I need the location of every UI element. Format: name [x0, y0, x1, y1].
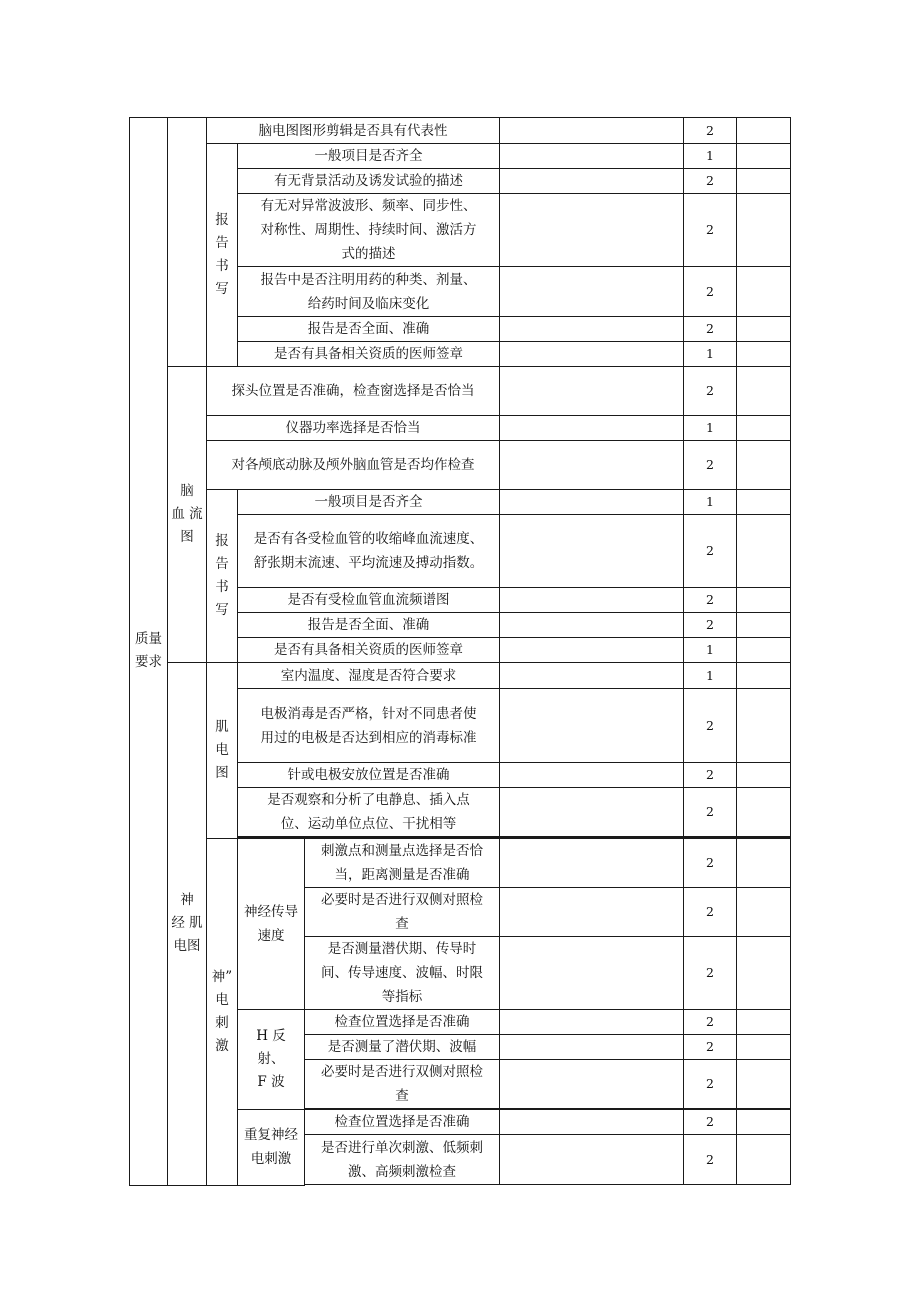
list-item: 检查位置选择是否准确 [305, 1110, 500, 1135]
blank-cell [500, 1010, 684, 1035]
blank-cell [500, 763, 684, 788]
blank-cell [737, 1010, 791, 1035]
blank-cell [737, 763, 791, 788]
list-item: 必要时是否进行双侧对照检 查 [305, 888, 500, 937]
score-cell: 2 [684, 1035, 737, 1060]
list-item: 仪器功率选择是否恰当 [207, 416, 500, 441]
table-row [130, 490, 791, 515]
blank-cell [500, 1060, 684, 1109]
table-row [130, 118, 791, 144]
blank-cell [737, 169, 791, 194]
list-item: 是否有具备相关资质的医师签章 [238, 638, 500, 663]
score-cell: 2 [684, 788, 737, 837]
blank-cell [737, 888, 791, 937]
emg-needle-label: 肌 电 图 [207, 663, 238, 839]
blank-cell [500, 788, 684, 837]
table-row [130, 839, 791, 888]
blank-cell [737, 839, 791, 888]
list-item: 是否测量潜伏期、传导时 间、传导速度、波幅、时限 等指标 [305, 937, 500, 1010]
list-item: 是否有受检血管血流频谱图 [238, 588, 500, 613]
score-cell: 1 [684, 490, 737, 515]
list-item: 针或电极安放位置是否准确 [238, 763, 500, 788]
blank-cell [500, 1135, 684, 1185]
score-cell: 2 [684, 839, 737, 888]
blank-cell [500, 342, 684, 367]
list-item: 是否有各受检血管的收缩峰血流速度、 舒张期末流速、平均流速及搏动指数。 [238, 515, 500, 588]
eeg-editing-item: 脑电图图形剪辑是否具有代表性 [207, 118, 500, 144]
list-item: 报告是否全面、准确 [238, 613, 500, 638]
score-cell: 1 [684, 663, 737, 689]
blank-cell [500, 613, 684, 638]
list-item: 有无对异常波波形、频率、同步性、 对称性、周期性、持续时间、激活方 式的描述 [238, 194, 500, 267]
score-cell: 1 [684, 416, 737, 441]
eeg-section-cell [168, 118, 207, 367]
table-row [130, 416, 791, 441]
blank-cell [500, 1185, 684, 1186]
score-cell: 2 [684, 937, 737, 1010]
list-item: 是否有具备相关资质的医师签章 [238, 342, 500, 367]
score-cell: 2 [684, 267, 737, 317]
score-cell: 2 [684, 118, 737, 144]
blank-cell [500, 144, 684, 169]
eeg-report-label: 报 告 书 写 [207, 144, 238, 367]
list-item: 对各颅底动脉及颅外脑血管是否均作检查 [207, 441, 500, 490]
blank-cell [500, 1035, 684, 1060]
score-cell: 1 [684, 144, 737, 169]
score-cell: 1 [684, 342, 737, 367]
tcd-report-label: 报 告 书 写 [207, 490, 238, 663]
blank-cell [737, 1035, 791, 1060]
score-cell: 2 [684, 613, 737, 638]
blank-cell [500, 194, 684, 267]
blank-cell [500, 1110, 684, 1135]
list-item: 室内温度、湿度是否符合要求 [238, 663, 500, 689]
blank-cell [500, 118, 684, 144]
blank-cell [737, 613, 791, 638]
ncv-label: 神经传导 速度 [238, 839, 305, 1010]
spacer-cell [305, 1185, 500, 1186]
blank-cell [500, 367, 684, 416]
score-cell: 2 [684, 317, 737, 342]
category-cell: 质量 要求 [130, 118, 168, 1186]
table-row [130, 367, 791, 416]
blank-cell [737, 663, 791, 689]
blank-cell [500, 515, 684, 588]
quality-requirements-table [129, 117, 791, 1186]
blank-cell [737, 267, 791, 317]
blank-cell [737, 1185, 791, 1186]
table-row [130, 144, 791, 169]
score-cell: 1 [684, 638, 737, 663]
list-item: 报告是否全面、准确 [238, 317, 500, 342]
list-item: 刺激点和测量点选择是否恰 当，距离测量是否准确 [305, 839, 500, 888]
blank-cell [500, 267, 684, 317]
blank-cell [737, 515, 791, 588]
list-item: 一般项目是否齐全 [238, 490, 500, 515]
blank-cell [737, 638, 791, 663]
emg-stim-label: 神” 电 刺 激 [207, 839, 238, 1186]
list-item: 是否进行单次刺激、低频刺 激、高频刺激检查 [305, 1135, 500, 1185]
blank-cell [737, 194, 791, 267]
score-cell: 2 [684, 1135, 737, 1185]
blank-cell [737, 588, 791, 613]
score-cell: 2 [684, 1110, 737, 1135]
blank-cell [737, 317, 791, 342]
score-cell: 2 [684, 763, 737, 788]
blank-cell [500, 490, 684, 515]
blank-cell [737, 490, 791, 515]
blank-cell [500, 638, 684, 663]
hreflex-label: H 反 射、 F 波 [238, 1010, 305, 1110]
score-cell: 2 [684, 888, 737, 937]
blank-cell [500, 888, 684, 937]
list-item: 检查位置选择是否准确 [305, 1010, 500, 1035]
blank-cell [737, 416, 791, 441]
list-item: 电极消毒是否严格，针对不同患者使 用过的电极是否达到相应的消毒标准 [238, 689, 500, 763]
blank-cell [737, 1135, 791, 1185]
score-cell: 2 [684, 689, 737, 763]
blank-cell [684, 1185, 737, 1186]
blank-cell [737, 937, 791, 1010]
blank-cell [737, 1110, 791, 1135]
blank-cell [500, 689, 684, 763]
tcd-section-label: 脑 血 流 图 [168, 367, 207, 663]
score-cell: 2 [684, 1010, 737, 1035]
score-cell: 2 [684, 588, 737, 613]
blank-cell [737, 118, 791, 144]
blank-cell [500, 839, 684, 888]
list-item: 有无背景活动及诱发试验的描述 [238, 169, 500, 194]
list-item: 一般项目是否齐全 [238, 144, 500, 169]
blank-cell [500, 441, 684, 490]
blank-cell [500, 169, 684, 194]
blank-cell [500, 663, 684, 689]
blank-cell [737, 689, 791, 763]
score-cell: 2 [684, 169, 737, 194]
blank-cell [500, 416, 684, 441]
list-item: 是否测量了潜伏期、波幅 [305, 1035, 500, 1060]
score-cell: 2 [684, 515, 737, 588]
blank-cell [737, 1060, 791, 1109]
table-row [130, 441, 791, 490]
list-item: 必要时是否进行双侧对照检 查 [305, 1060, 500, 1109]
blank-cell [500, 588, 684, 613]
list-item: 探头位置是否准确，检查窗选择是否恰当 [207, 367, 500, 416]
list-item: 报告中是否注明用药的种类、剂量、 给药时间及临床变化 [238, 267, 500, 317]
blank-cell [737, 367, 791, 416]
score-cell: 2 [684, 367, 737, 416]
score-cell: 2 [684, 1060, 737, 1109]
blank-cell [737, 788, 791, 837]
blank-cell [500, 317, 684, 342]
rns-label: 重复神经 电刺激 [238, 1110, 305, 1186]
blank-cell [737, 441, 791, 490]
blank-cell [500, 937, 684, 1010]
score-cell: 2 [684, 194, 737, 267]
table-row [130, 663, 791, 689]
blank-cell [737, 144, 791, 169]
list-item: 是否观察和分析了电静息、插入点 位、运动单位点位、干扰相等 [238, 788, 500, 837]
score-cell: 2 [684, 441, 737, 490]
blank-cell [737, 342, 791, 367]
emg-section-label: 神 经 肌 电图 [168, 663, 207, 1186]
